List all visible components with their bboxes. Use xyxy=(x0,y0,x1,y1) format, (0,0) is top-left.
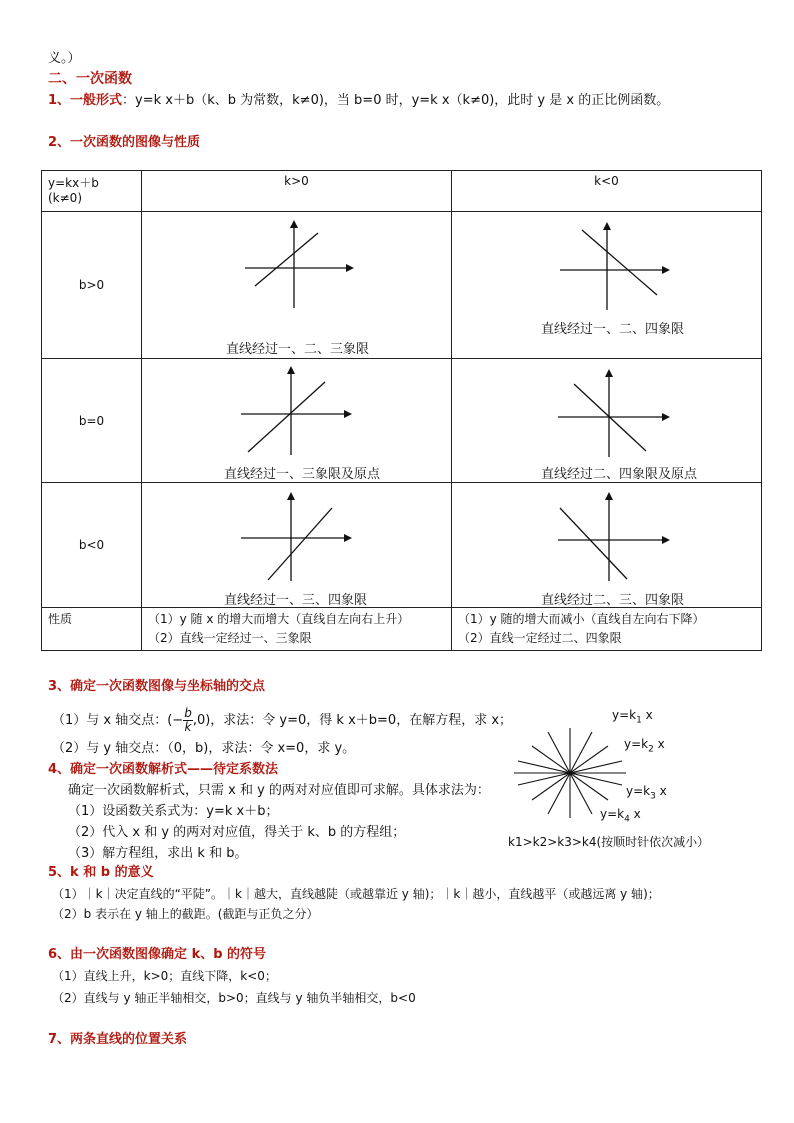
cell-kpos-bpos xyxy=(142,212,452,359)
caption-kpos-bzero: 直线经过一、三象限及原点 xyxy=(224,467,381,482)
header-k-negative: k<0 xyxy=(452,171,762,212)
caption-kpos-bneg: 直线经过一、三、四象限 xyxy=(224,593,368,608)
property-k-negative xyxy=(452,608,762,651)
cell-kneg-bneg xyxy=(452,483,762,608)
caption-kneg-bzero: 直线经过二、四象限及原点 xyxy=(541,467,698,482)
graph-kpos-bpos xyxy=(142,212,451,359)
header-k-positive: k>0 xyxy=(142,171,452,212)
s6-line1: （1）直线上升，k>0；直线下降，k<0； xyxy=(52,969,277,983)
property-kneg-line1: （1）y 随的增大而减小（直线自左向右下降） xyxy=(458,612,705,626)
property-kpos-line1: （1）y 随 x 的增大而增大（直线自左向右上升） xyxy=(148,612,410,626)
row-label-b-zero: b=0 xyxy=(42,359,142,483)
cell-kpos-bneg xyxy=(142,483,452,608)
property-k-positive xyxy=(142,608,452,651)
s5-title: 5、k 和 b 的意义 xyxy=(48,865,154,880)
fan-label-k2: $y=k_2$ x xyxy=(624,737,665,755)
property-kpos-line2: （2）直线一定经过一、三象限 xyxy=(148,631,312,645)
s3-line1-pre: （1）与 x 轴交点：(− xyxy=(52,712,184,728)
s3-line2: （2）与 y 轴交点：（0，b)，求法：令 x=0，求 y。 xyxy=(52,741,356,756)
s5-line1: （1）｜k｜决定直线的“平陡”。｜k｜越大，直线越陡（或越靠近 y 轴)；｜k｜越小，直线越平（或越远离 y 轴)； xyxy=(52,887,660,901)
s1-paragraph xyxy=(48,92,669,109)
cell-kneg-bzero xyxy=(452,359,762,483)
s6-line2: （2）直线与 y 轴正半轴相交，b>0；直线与 y 轴负半轴相交，b<0 xyxy=(52,991,416,1005)
fan-label-k4: $y=k_4$ x xyxy=(600,807,641,825)
cell-kneg-bpos xyxy=(452,212,762,359)
fan-order-note: k1>k2>k3>k4(按顺时针依次减小） xyxy=(508,835,710,849)
property-kneg-line2: （2）直线一定经过二、四象限 xyxy=(458,631,622,645)
s3-title: 3、确定一次函数图像与坐标轴的交点 xyxy=(48,679,266,694)
fraction-denominator: k xyxy=(184,719,192,734)
fraction-numerator: b xyxy=(184,705,192,720)
section-2-title: 二、一次函数 xyxy=(48,71,132,87)
caption-kneg-bneg: 直线经过二、三、四象限 xyxy=(541,593,685,608)
s4-line2: （1）设函数关系式为：y=k x＋b； xyxy=(68,804,279,819)
s7-title: 7、两条直线的位置关系 xyxy=(48,1032,188,1047)
cell-kpos-bzero xyxy=(142,359,452,483)
s1-title: 1、一般形式 xyxy=(48,93,123,108)
s4-line4: （3）解方程组，求出 k 和 b。 xyxy=(68,846,248,861)
row-label-b-positive: b>0 xyxy=(42,212,142,359)
s3-line1-post: ,0)，求法：令 y=0，得 k x＋b=0，在解方程，求 x； xyxy=(192,712,513,728)
s4-line3: （2）代入 x 和 y 的两对对应值，得关于 k、b 的方程组； xyxy=(68,825,406,840)
top-line: 义。） xyxy=(48,51,81,66)
row-label-b-negative: b<0 xyxy=(42,483,142,608)
fan-label-k1: $y=k_1$ x xyxy=(612,708,653,726)
graph-property-table xyxy=(41,170,762,651)
s2-title: 2、一次函数的图像与性质 xyxy=(48,135,201,150)
s5-line2: （2）b 表示在 y 轴上的截距。(截距与正负之分） xyxy=(52,907,319,921)
s4-line1: 确定一次函数解析式，只需 x 和 y 的两对对应值即可求解。具体求法为： xyxy=(68,783,490,798)
caption-kpos-bpos: 直线经过一、二、三象限 xyxy=(226,342,370,357)
property-label: 性质 xyxy=(42,608,142,651)
fan-label-k3: $y=k_3$ x xyxy=(626,784,667,802)
s6-title: 6、由一次函数图像确定 k、b 的符号 xyxy=(48,947,267,962)
s1-text: ：y=k x＋b（k、b 为常数，k≠0)，当 b=0 时，y=k x（k≠0)，此时 y 是 x 的正比例函数。 xyxy=(122,93,670,108)
caption-kneg-bpos: 直线经过一、二、四象限 xyxy=(541,322,685,337)
fraction-b-over-k xyxy=(183,707,193,734)
table-corner: y=kx＋b (k≠0) xyxy=(42,171,142,212)
s3-line1 xyxy=(52,703,512,737)
s4-title: 4、确定一次函数解析式——待定系数法 xyxy=(48,762,279,777)
